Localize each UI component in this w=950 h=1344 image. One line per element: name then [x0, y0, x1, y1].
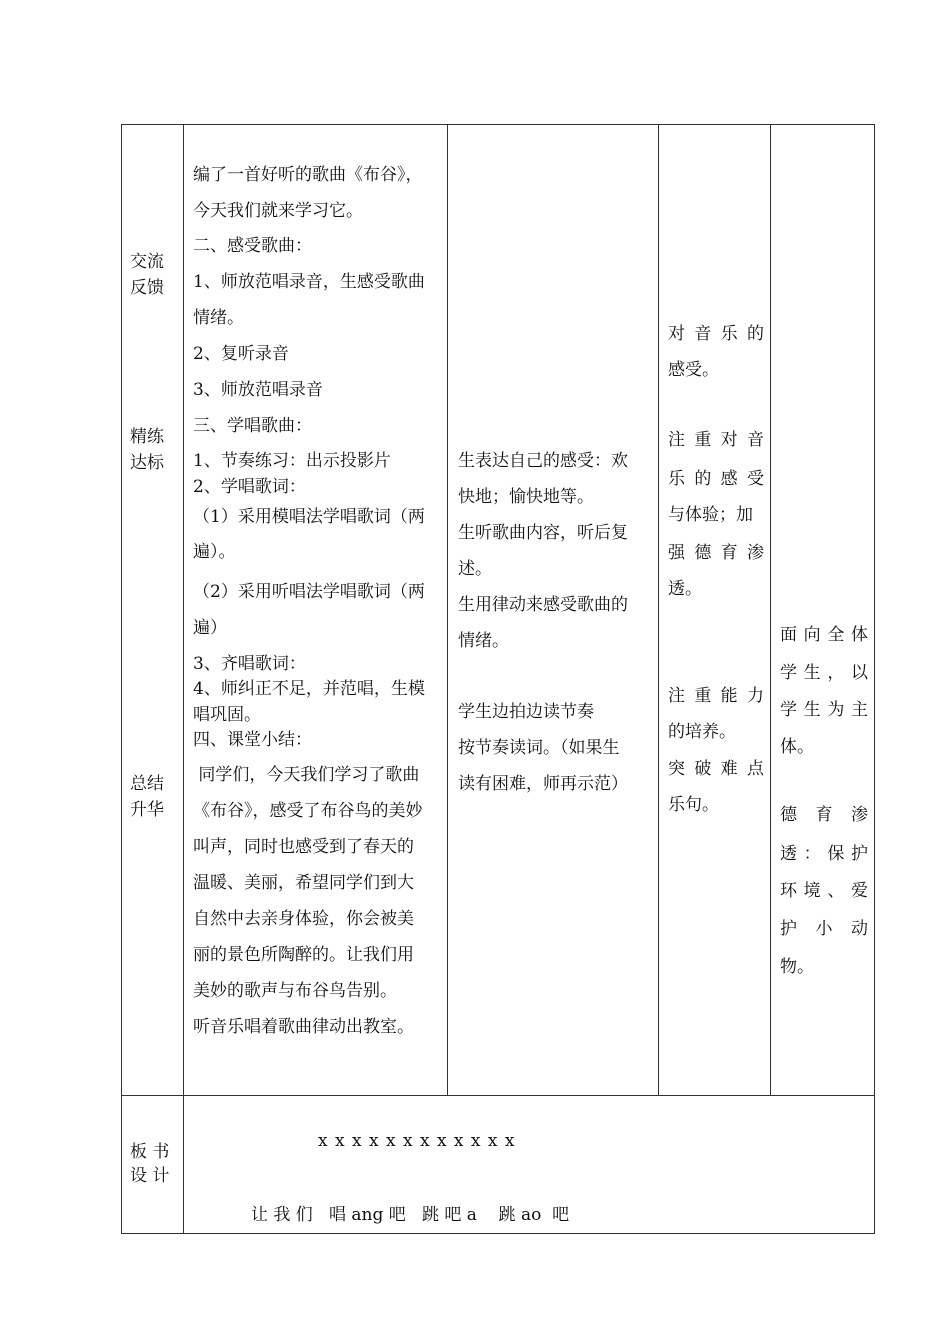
teacher-line: 4、师纠正不足，并范唱，生模 [193, 679, 425, 699]
student-line: 情绪。 [458, 631, 509, 651]
student-line: 学生边拍边读节奏 [458, 702, 594, 722]
notes-line: 学生，以 [780, 663, 868, 683]
teacher-line: 遍） [193, 618, 227, 638]
table-row-divider [121, 1095, 875, 1096]
teacher-line: 温暖、美丽，希望同学们到大 [193, 873, 414, 893]
student-line: 生用律动来感受歌曲的 [458, 595, 628, 615]
table-border-top [121, 124, 875, 125]
board-rhythm: x x x x x x x x x x x x [318, 1131, 516, 1151]
teacher-line: 编了一首好听的歌曲《布谷》， [193, 165, 423, 185]
notes-line: 学生为主 [780, 700, 868, 720]
intent-line: 的培养。 [668, 722, 736, 742]
intent-line: 乐句。 [668, 795, 719, 815]
teacher-line: 《布谷》，感受了布谷鸟的美妙 [193, 801, 423, 821]
stage-label-summary: 总结 升华 [130, 774, 164, 820]
notes-line: 护 小 动 [780, 919, 868, 939]
teacher-line: 美妙的歌声与布谷鸟告别。 [193, 981, 397, 1001]
teacher-line: 三、学唱歌曲： [193, 416, 312, 436]
teacher-line: 1、节奏练习：出示投影片 [193, 451, 391, 471]
intent-line: 乐 的 感 受 [668, 469, 764, 489]
teacher-line: （1）采用模唱法学唱歌词（两 [193, 507, 425, 527]
stage-label-feedback: 交流 反馈 [130, 252, 164, 298]
intent-line: 对 音 乐 的 [668, 324, 764, 344]
teacher-line: 情绪。 [193, 308, 244, 328]
notes-line: 德 育 渗 [780, 805, 868, 825]
teacher-line: （2）采用听唱法学唱歌词（两 [193, 582, 425, 602]
teacher-line: 同学们，今天我们学习了歌曲 [193, 765, 420, 785]
student-line: 生表达自己的感受：欢 [458, 451, 628, 471]
student-line: 读有困难，师再示范） [458, 774, 628, 794]
student-line: 生听歌曲内容，听后复 [458, 523, 628, 543]
teacher-line: 今天我们就来学习它。 [193, 201, 363, 221]
teacher-line: 四、课堂小结： [193, 730, 312, 750]
board-design-label: 板 书 设 计 [130, 1142, 170, 1186]
intent-line: 与体验；加 [668, 505, 753, 525]
teacher-line: 自然中去亲身体验，你会被美 [193, 909, 414, 929]
table-border-right [874, 124, 875, 1234]
table-border-bottom [121, 1233, 875, 1234]
teacher-line: 唱巩固。 [193, 705, 261, 725]
table-col-divider-1 [183, 124, 184, 1234]
teacher-line: 丽的景色所陶醉的。让我们用 [193, 945, 414, 965]
teacher-line: 听音乐唱着歌曲律动出教室。 [193, 1017, 414, 1037]
notes-line: 透：保护 [780, 844, 868, 864]
notes-line: 体。 [780, 737, 814, 757]
table-col-divider-4 [770, 124, 771, 1096]
student-line: 述。 [458, 559, 492, 579]
teacher-line: 3、师放范唱录音 [193, 380, 323, 400]
table-col-divider-2 [447, 124, 448, 1096]
teacher-line: 3、齐唱歌词： [193, 654, 306, 674]
table-col-divider-3 [658, 124, 659, 1096]
notes-line: 物。 [780, 957, 814, 977]
teacher-line: 二、感受歌曲： [193, 236, 312, 256]
notes-line: 环境、爱 [780, 881, 868, 901]
table-border-left [121, 124, 122, 1234]
intent-line: 感受。 [668, 360, 719, 380]
student-line: 按节奏读词。（如果生 [458, 738, 620, 758]
intent-line: 突 破 难 点 [668, 759, 764, 779]
board-lyrics: 让 我 们 唱 ang 吧 跳 吧 a 跳 ao 吧 [251, 1205, 570, 1225]
student-line: 快地；愉快地等。 [458, 487, 594, 507]
notes-line: 面向全体 [780, 625, 868, 645]
teacher-line: 1、师放范唱录音，生感受歌曲 [193, 272, 425, 292]
teacher-line: 遍）。 [193, 542, 236, 562]
intent-line: 注 重 能 力 [668, 686, 764, 706]
intent-line: 透。 [668, 579, 702, 599]
intent-line: 强 德 育 渗 [668, 543, 764, 563]
stage-label-practice: 精练 达标 [130, 427, 164, 473]
teacher-line: 2、复听录音 [193, 344, 289, 364]
teacher-line: 2、学唱歌词： [193, 477, 306, 497]
teacher-line: 叫声，同时也感受到了春天的 [193, 837, 414, 857]
intent-line: 注 重 对 音 [668, 430, 764, 450]
